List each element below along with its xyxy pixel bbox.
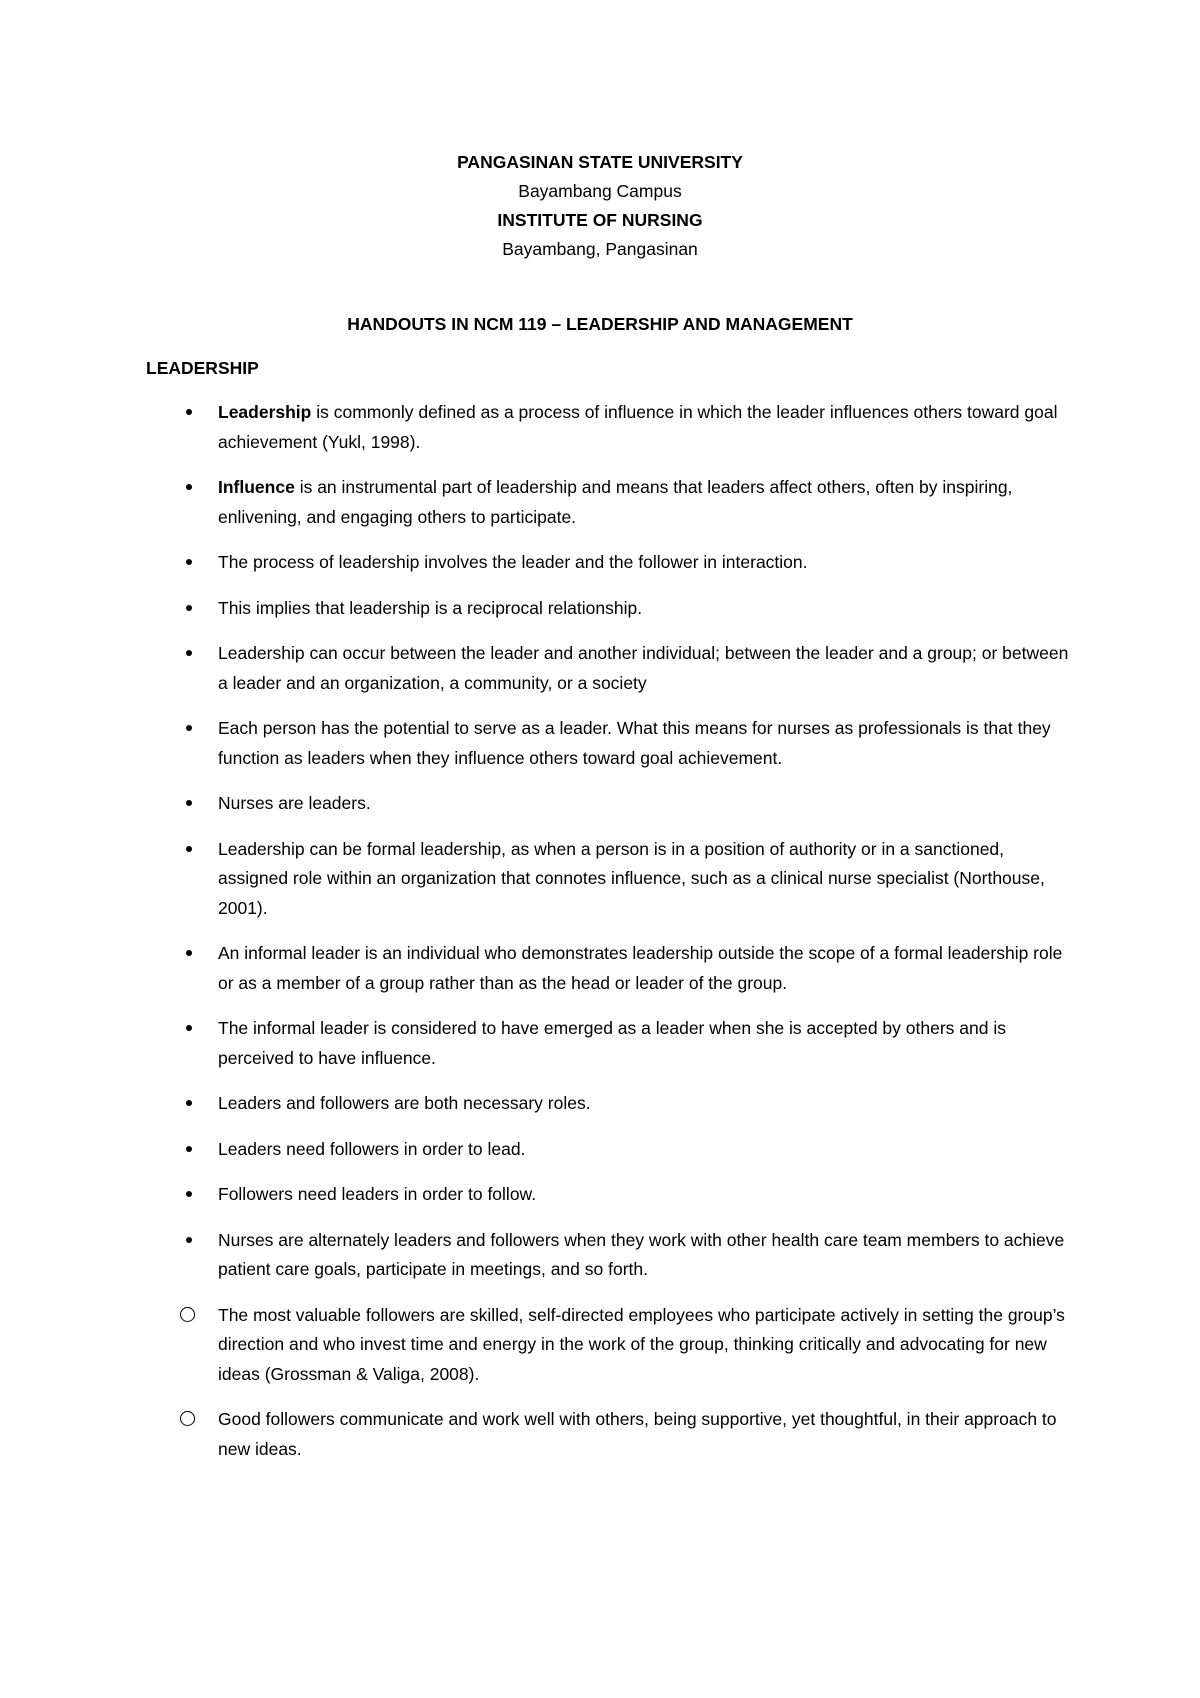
- list-item: [0, 939, 1200, 998]
- list-item: [0, 594, 1200, 624]
- campus-name: Bayambang Campus: [518, 181, 682, 201]
- bullet-text: is an instrumental part of leadership and means that leaders affect others, often by inspiring, enlivening, and engaging others to participate.: [218, 477, 1013, 527]
- list-item: [0, 1301, 1200, 1390]
- list-item: [0, 1135, 1200, 1165]
- list-item: [0, 548, 1200, 578]
- handout-title: HANDOUTS IN NCM 119 – LEADERSHIP AND MANAGEMENT: [347, 314, 853, 334]
- list-item: [0, 1180, 1200, 1210]
- list-item: [0, 639, 1200, 698]
- bullet-text: is commonly defined as a process of influence in which the leader influences others toward goal achievement (Yukl, 1998).: [218, 402, 1058, 452]
- bullet-text: Nurses are leaders.: [218, 793, 371, 813]
- institute-name: INSTITUTE OF NURSING: [497, 210, 703, 230]
- bullet-term: Leadership: [218, 402, 312, 422]
- list-item: [0, 398, 1200, 457]
- bullet-text: Leadership can occur between the leader and another individual; between the leader and a group; or between a leader and an organization, a community, or a society: [218, 643, 1069, 693]
- list-item: [0, 1226, 1200, 1285]
- list-item: [0, 1014, 1200, 1073]
- bullet-text: The process of leadership involves the leader and the follower in interaction.: [218, 552, 808, 572]
- document-header: [0, 148, 1200, 264]
- list-item: [0, 473, 1200, 532]
- bullet-text: Leadership can be formal leadership, as when a person is in a position of authority or in a sanctioned, assigned role within an organization that connotes influence, such as a clinical nurse specialist (Northouse, 2001).: [218, 838, 1045, 918]
- list-item: [0, 714, 1200, 773]
- bullet-text: Nurses are alternately leaders and followers when they work with other health care team members to achieve patient care goals, participate in meetings, and so forth.: [218, 1229, 1065, 1279]
- university-name: PANGASINAN STATE UNIVERSITY: [457, 152, 743, 172]
- bullet-list: [0, 398, 1200, 1480]
- bullet-text: Followers need leaders in order to follow.: [218, 1184, 537, 1204]
- bullet-text: Each person has the potential to serve as a leader. What this means for nurses as professionals is that they function as leaders when they influence others toward goal achievement.: [218, 718, 1051, 768]
- list-item: [0, 789, 1200, 819]
- list-item: [0, 1089, 1200, 1119]
- bullet-text: The informal leader is considered to have emerged as a leader when she is accepted by others and is perceived to have influence.: [218, 1018, 1006, 1068]
- bullet-term: Influence: [218, 477, 295, 497]
- bullet-text: Leaders and followers are both necessary roles.: [218, 1093, 591, 1113]
- bullet-text: An informal leader is an individual who demonstrates leadership outside the scope of a formal leadership role or as a member of a group rather than as the head or leader of the group.: [218, 943, 1063, 993]
- bullet-text: This implies that leadership is a reciprocal relationship.: [218, 597, 643, 618]
- list-item: [0, 835, 1200, 924]
- bullet-text: Good followers communicate and work well with others, being supportive, yet thoughtful, in their approach to new ideas.: [218, 1409, 1057, 1459]
- bullet-text: The most valuable followers are skilled, self-directed employees who participate actively in setting the group’s direction and who invest time and energy in the work of the group, thinking critically and advocating for new ideas (Grossman & Valiga, 2008).: [218, 1304, 1065, 1384]
- section-heading: LEADERSHIP: [146, 358, 259, 378]
- location-name: Bayambang, Pangasinan: [502, 239, 698, 259]
- bullet-text: Leaders need followers in order to lead.: [218, 1138, 526, 1159]
- list-item: [0, 1405, 1200, 1464]
